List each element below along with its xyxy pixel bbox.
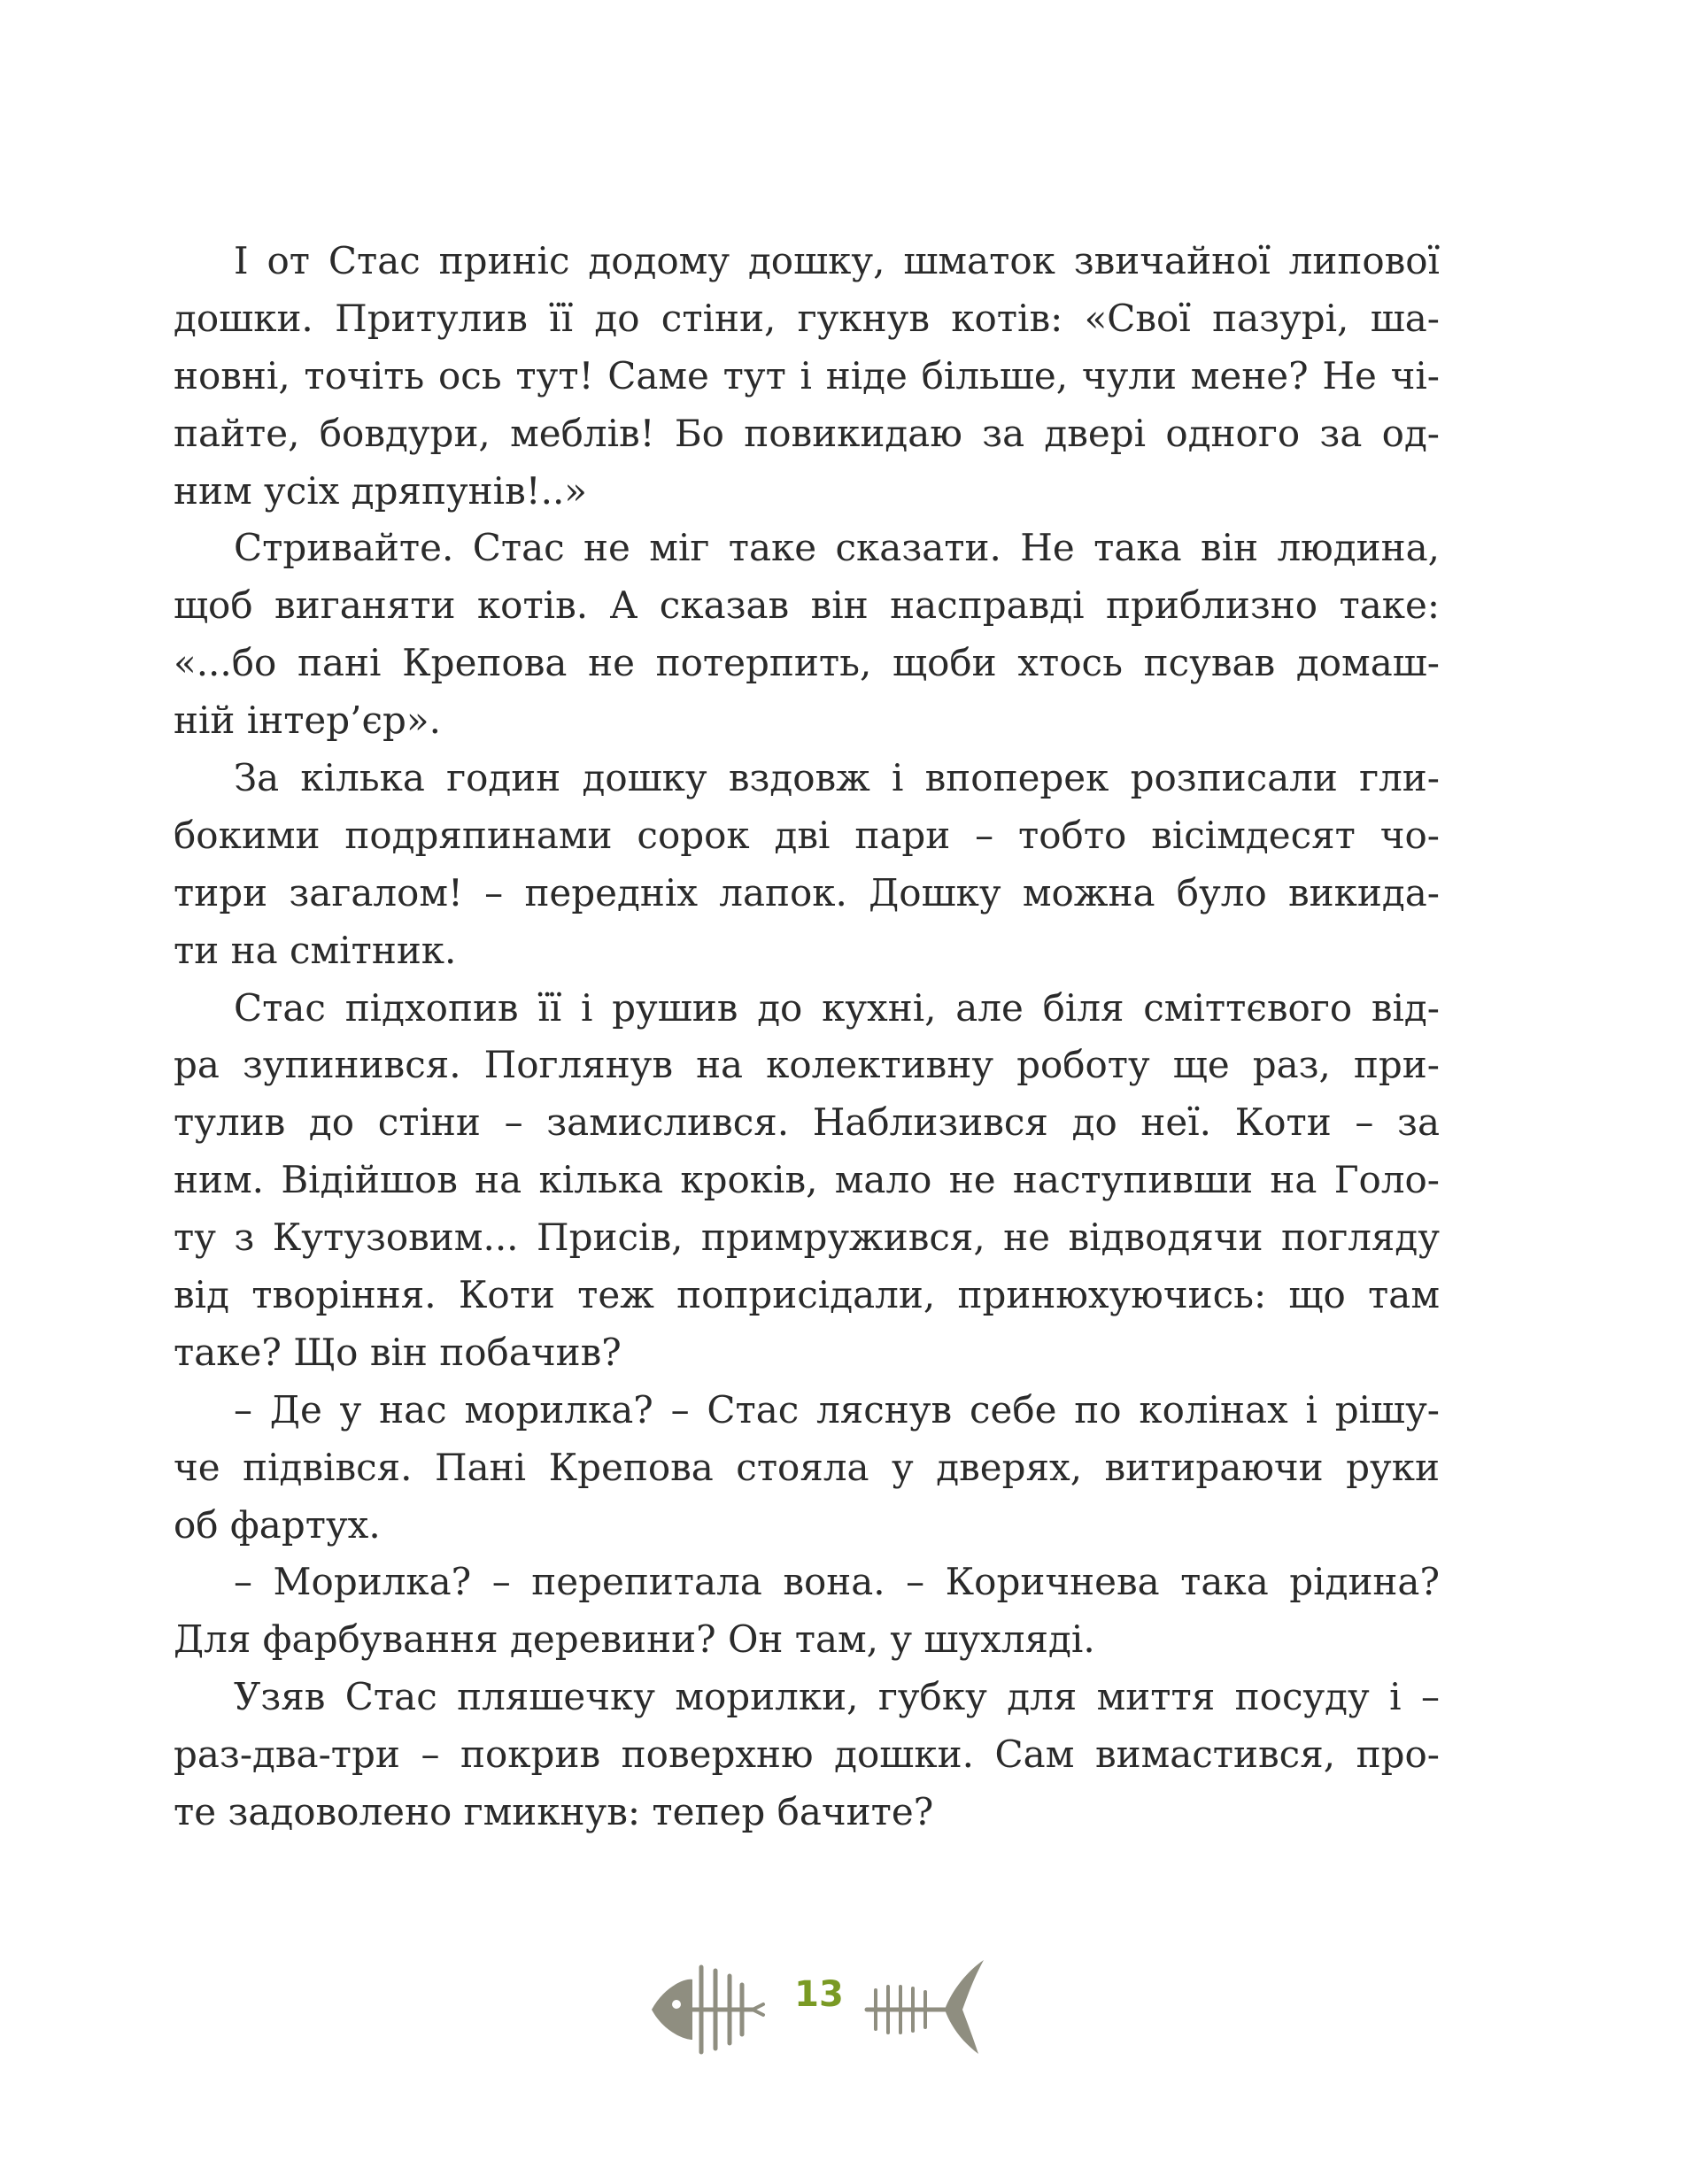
text-line: ти на смітник. (174, 928, 457, 972)
text-line: від творіння. Коти теж поприсідали, принюхуючись: що там (174, 1273, 1440, 1317)
fish-skeleton-icon (863, 1955, 987, 2061)
text-line: ту з Кутузовим... Присів, примружився, не відводячи погляду (174, 1215, 1440, 1260)
page-number: 13 (794, 1974, 844, 2015)
text-line: Стас підхопив її і рушив до кухні, але біля сміттєвого від- (234, 985, 1440, 1030)
text-line: Стривайте. Стас не міг таке сказати. Не така він людина, (234, 526, 1440, 570)
text-line: ним усіх дряпунів!..» (174, 468, 588, 513)
body-text (174, 233, 1440, 1841)
text-line: тири загалом! – передніх лапок. Дошку можна було викида- (174, 870, 1440, 915)
text-line: об фартух. (174, 1502, 381, 1547)
text-line: дошки. Притулив її до стіни, гукнув котів: «Свої пазурі, ша- (174, 296, 1440, 340)
text-line: че підвівся. Пані Крепова стояла у дверях, витираючи руки (174, 1445, 1440, 1489)
text-line: «...бо пані Крепова не потерпить, щоби хтось псував домаш- (174, 641, 1440, 685)
text-line: тулив до стіни – замислився. Наблизився до неї. Коти – за (174, 1100, 1440, 1145)
text-line: Узяв Стас пляшечку морилки, губку для миття посуду і – (234, 1675, 1440, 1719)
text-line: те задоволено гмикнув: тепер бачите? (174, 1790, 934, 1834)
fish-skeleton-icon (646, 1955, 770, 2061)
text-line: Для фарбування деревини? Он там, у шухляді. (174, 1617, 1095, 1662)
text-line: пайте, бовдури, меблів! Бо повикидаю за двері одного за од- (174, 411, 1440, 455)
text-line: раз-два-три – покрив поверхню дошки. Сам вимастився, про- (174, 1733, 1440, 1777)
text-line: ра зупинився. Поглянув на колективну роботу ще раз, при- (174, 1043, 1440, 1087)
text-line: За кілька годин дошку вздовж і впоперек розписали гли- (234, 756, 1440, 800)
text-line: ній інтер’єр». (174, 698, 441, 743)
text-line: І от Стас приніс додому дошку, шматок звичайної липової (234, 239, 1440, 282)
text-line: бокими подряпинами сорок дві пари – тобто вісімдесят чо- (174, 813, 1440, 857)
text-line: – Морилка? – перепитала вона. – Коричнева така рідина? (234, 1560, 1440, 1604)
text-line: таке? Що він побачив? (174, 1330, 622, 1374)
text-line: новні, точіть ось тут! Саме тут і ніде більше, чули мене? Не чі- (174, 353, 1440, 397)
page-footer (0, 1955, 1700, 2061)
text-line: – Де у нас морилка? – Стас ляснув себе по колінах і рішу- (234, 1387, 1440, 1432)
text-line: щоб виганяти котів. А сказав він насправді приблизно таке: (174, 583, 1440, 628)
text-line: ним. Відійшов на кілька кроків, мало не наступивши на Голо- (174, 1158, 1440, 1202)
